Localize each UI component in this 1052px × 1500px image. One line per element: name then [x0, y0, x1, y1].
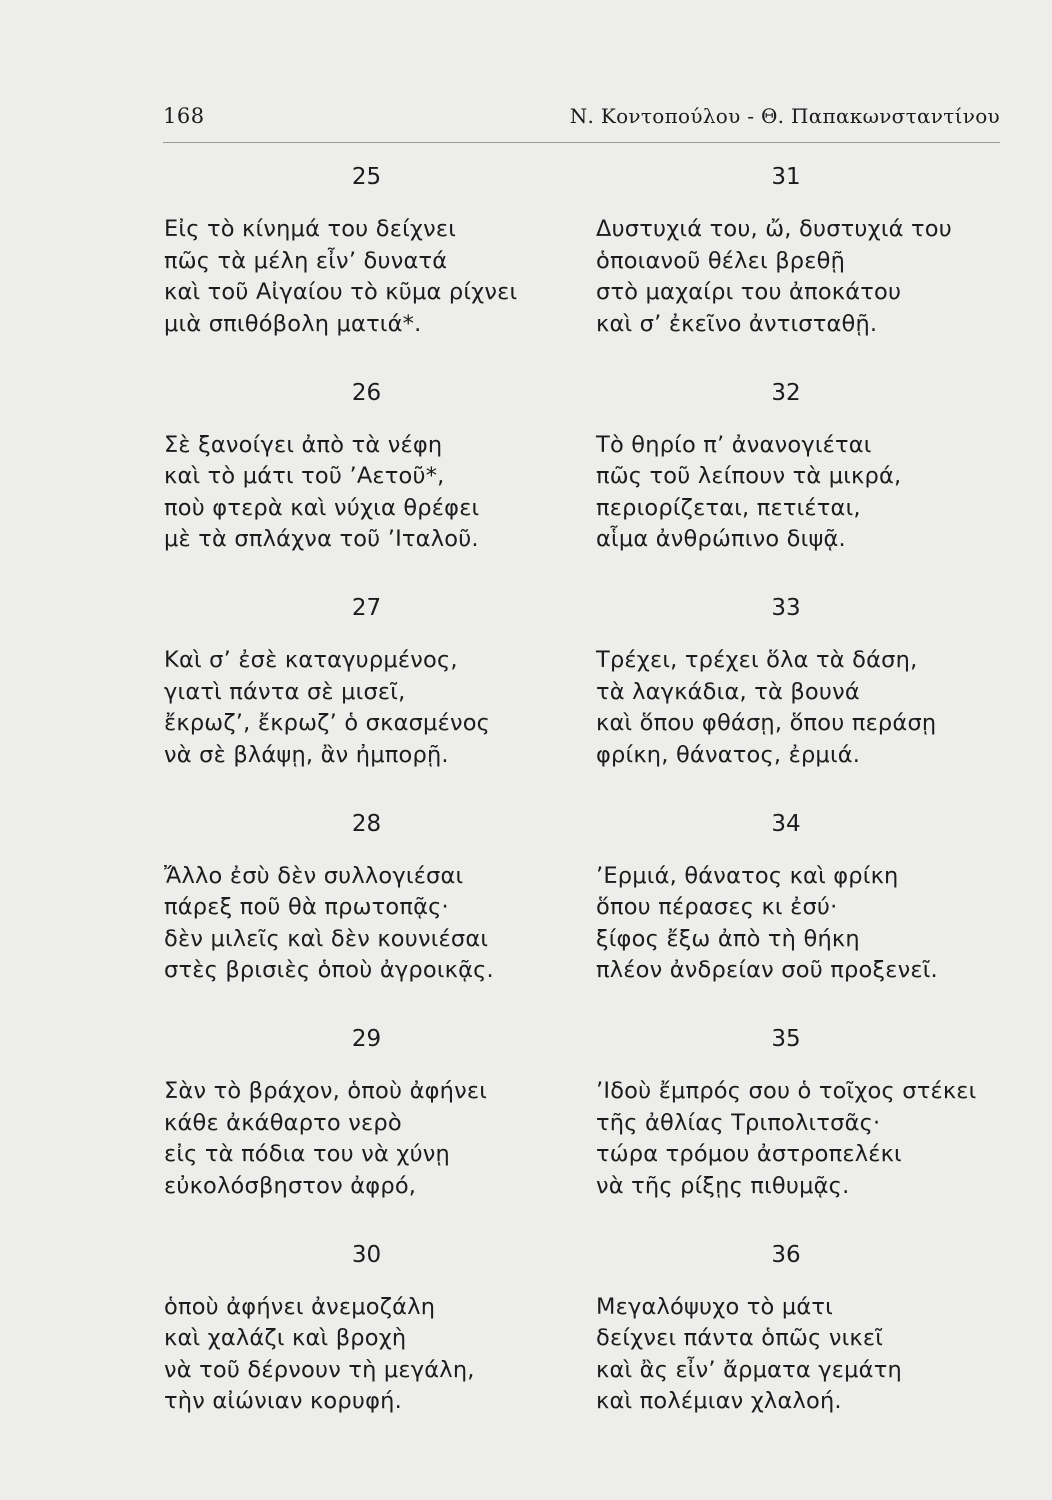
verse-line: ’Ιδοὺ ἔμπρός σου ὁ τοῖχος στέκει: [596, 1078, 977, 1104]
stanza: [596, 1020, 1016, 1236]
stanza-number: 36: [771, 1241, 801, 1268]
verse-line: ξίφος ἔξω ἀπὸ τὴ θήκη: [596, 925, 860, 952]
verse-line: Τὸ θηρίο π’ ἀνανογιέται: [596, 431, 872, 458]
verse-line: εὐκολόσβηστον ἀφρό,: [164, 1172, 417, 1199]
verse-line: ’Ερμιά, θάνατος καὶ φρίκη: [596, 862, 899, 889]
stanza-number: 25: [351, 164, 382, 190]
stanza-number: 31: [771, 164, 801, 190]
verse-line: τώρα τρόμου ἀστροπελέκι: [596, 1141, 902, 1167]
verse-line: καὶ τοῦ Αἰγαίου τὸ κῦμα ρίχνει: [164, 279, 518, 305]
verse-line: καὶ σ’ ἐκεῖνο ἀντισταθῇ.: [596, 310, 878, 337]
stanza-number: 35: [771, 1026, 801, 1052]
verse-line: κάθε ἀκάθαρτο νερὸ: [164, 1109, 402, 1136]
stanza: [596, 374, 1016, 590]
verse-line: καὶ ἂς εἶν’ ἄρματα γεμάτη: [596, 1356, 902, 1383]
stanza-number: 33: [771, 595, 801, 621]
verse-line: στὲς βρισιὲς ὁποὺ ἀγροικᾷς.: [164, 957, 494, 983]
verse-line: ὅπου πέρασες κι ἐσύ·: [596, 894, 838, 920]
stanza: [596, 805, 1016, 1021]
running-title: Ν. Κοντοπούλου - Θ. Παπακωνσταντίνου: [569, 104, 1000, 128]
header-rule: [163, 142, 1000, 143]
stanza: [164, 589, 594, 805]
stanza: [164, 158, 594, 374]
verse-line: Εἰς τὸ κίνημά του δείχνει: [164, 216, 457, 242]
verse-line: νὰ τῆς ρίξῃς πιθυμᾷς.: [596, 1172, 850, 1199]
verse-line: αἷμα ἀνθρώπινο διψᾷ.: [596, 526, 846, 552]
stanza-number: 30: [351, 1241, 382, 1268]
verse-line: Τρέχει, τρέχει ὅλα τὰ δάση,: [596, 647, 918, 673]
stanza-number: 32: [771, 379, 801, 406]
verse-line: ὁποὺ ἀφήνει ἀνεμοζάλη: [164, 1293, 436, 1320]
left-column: [164, 158, 594, 1451]
stanza-number: 29: [351, 1026, 382, 1052]
verse-line: μιὰ σπιθόβολη ματιά*.: [164, 310, 422, 337]
stanza: [164, 374, 594, 590]
verse-line: τὴν αἰώνιαν κορυφή.: [164, 1388, 402, 1414]
verse-line: περιορίζεται, πετιέται,: [596, 494, 861, 521]
verse-line: πλέον ἀνδρείαν σοῦ προξενεῖ.: [596, 957, 938, 983]
verse-line: Σὰν τὸ βράχον, ὁποὺ ἀφήνει: [164, 1078, 488, 1104]
verse-line: στὸ μαχαίρι του ἀποκάτου: [596, 279, 902, 305]
verse-line: Ἄλλο ἐσὺ δὲν συλλογιέσαι: [164, 862, 464, 889]
right-column: [596, 158, 1016, 1451]
page-number: 168: [163, 104, 205, 128]
verse-line: τῆς ἀθλίας Τριπολιτσᾶς·: [596, 1109, 881, 1136]
stanza: [164, 1020, 594, 1236]
verse-line: Δυστυχιά του, ὤ, δυστυχιά του: [596, 216, 952, 242]
verse-line: εἰς τὰ πόδια του νὰ χύνῃ: [164, 1141, 451, 1167]
verse-line: πάρεξ ποῦ θὰ πρωτοπᾷς·: [164, 894, 449, 920]
verse-line: πῶς τὰ μέλη εἶν’ δυνατά: [164, 247, 448, 274]
stanza: [596, 158, 1016, 374]
stanza: [596, 1236, 1016, 1452]
stanza: [164, 805, 594, 1021]
verse-line: ὁποιανοῦ θέλει βρεθῇ: [596, 247, 846, 274]
stanza-number: 28: [351, 810, 382, 837]
verse-line: νὰ τοῦ δέρνουν τὴ μεγάλη,: [164, 1356, 475, 1383]
verse-line: καὶ πολέμιαν χλαλοή.: [596, 1388, 842, 1414]
stanza: [164, 1236, 594, 1452]
verse-line: Σὲ ξανοίγει ἀπὸ τὰ νέφη: [164, 431, 443, 458]
verse-line: μὲ τὰ σπλάχνα τοῦ ’Ιταλοῦ.: [164, 526, 479, 552]
verse-line: πῶς τοῦ λείπουν τὰ μικρά,: [596, 463, 902, 489]
verse-line: καὶ ὅπου φθάσῃ, ὅπου περάσῃ: [596, 710, 937, 736]
verse-line: δείχνει πάντα ὁπῶς νικεῖ: [596, 1325, 884, 1351]
verse-line: φρίκη, θάνατος, ἐρμιά.: [596, 741, 861, 768]
verse-line: δὲν μιλεῖς καὶ δὲν κουνιέσαι: [164, 925, 489, 952]
verse-line: γιατὶ πάντα σὲ μισεῖ,: [164, 678, 406, 705]
stanza-number: 26: [351, 379, 382, 406]
verse-line: Καὶ σ’ ἐσὲ καταγυρμένος,: [164, 647, 458, 673]
verse-line: νὰ σὲ βλάψῃ, ἂν ἠμπορῇ.: [164, 741, 449, 768]
verse-line: ἔκρωζ’, ἔκρωζ’ ὁ σκασμένος: [164, 710, 491, 736]
verse-line: ποὺ φτερὰ καὶ νύχια θρέφει: [164, 494, 480, 521]
verse-line: Μεγαλόψυχο τὸ μάτι: [596, 1293, 833, 1320]
stanza-number: 27: [351, 595, 382, 621]
stanza-number: 34: [771, 810, 801, 837]
verse-line: καὶ χαλάζι καὶ βροχὴ: [164, 1325, 407, 1351]
verse-line: καὶ τὸ μάτι τοῦ ’Αετοῦ*,: [164, 463, 445, 489]
verse-line: τὰ λαγκάδια, τὰ βουνά: [596, 678, 860, 705]
stanza: [596, 589, 1016, 805]
